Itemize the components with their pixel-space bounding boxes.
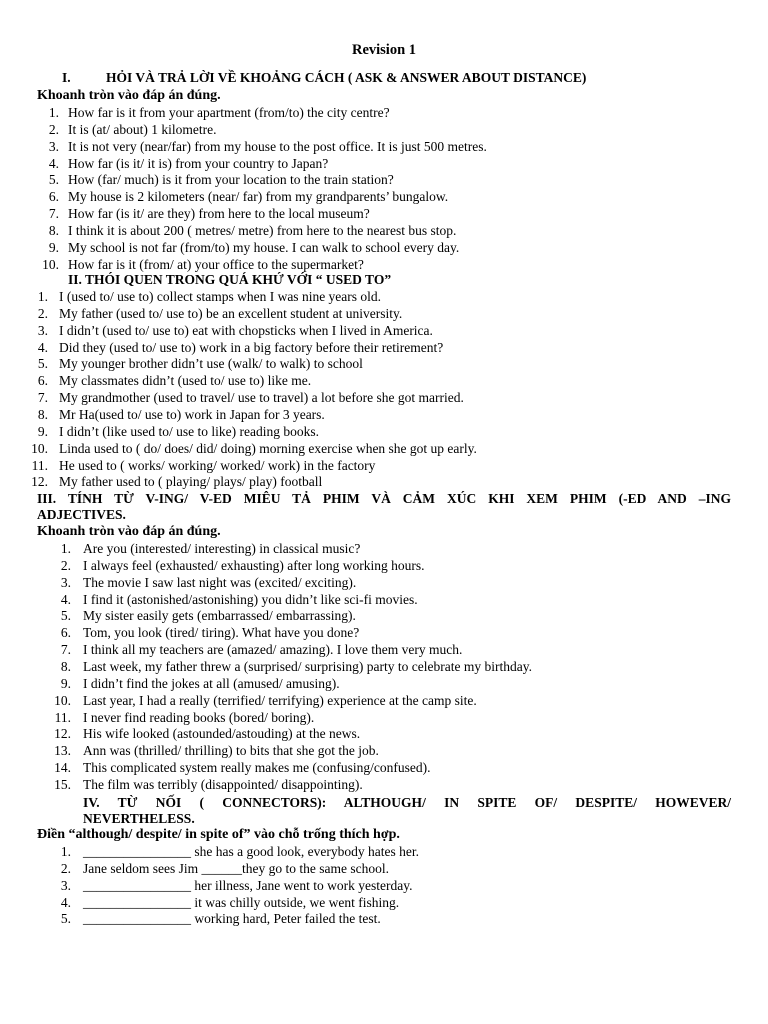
item-text: ________________ working hard, Peter failed the test. xyxy=(83,911,381,927)
item-text: My father (used to/ use to) be an excellent student at university. xyxy=(59,305,403,321)
item-text: He used to ( works/ working/ worked/ work) in the factory xyxy=(59,457,376,473)
item-number: 5. xyxy=(37,356,48,372)
section4-heading: IV. TỪ NỐI ( CONNECTORS): ALTHOUGH/ IN SPITE OF/ DESPITE/ HOWEVER/ xyxy=(83,795,731,810)
item-text: ________________ she has a good look, everybody hates her. xyxy=(83,844,419,859)
item-text: The film was terribly (disappointed/ disappointing). xyxy=(83,776,363,792)
item-number: 5. xyxy=(60,911,71,927)
document-title: Revision 1 xyxy=(351,42,417,58)
item-number: 5. xyxy=(60,608,71,624)
item-number: 5. xyxy=(48,172,59,188)
section1-instruction: Khoanh tròn vào đáp án đúng. xyxy=(37,88,221,103)
item-text: ________________ her illness, Jane went to work yesterday. xyxy=(83,877,413,893)
section3-instruction: Khoanh tròn vào đáp án đúng. xyxy=(37,524,221,539)
item-number: 8. xyxy=(60,658,71,674)
item-text: My father used to ( playing/ plays/ play) football xyxy=(59,474,323,490)
item-text: How far (is it/ it is) from your country to Japan? xyxy=(68,155,329,171)
item-text: Last week, my father threw a (surprised/ surprising) party to celebrate my birthday. xyxy=(83,658,532,674)
section4-instruction: Điền “although/ despite/ in spite of” vào chỗ trống thích hợp. xyxy=(37,827,400,842)
item-text: The movie I saw last night was (excited/ exciting). xyxy=(83,574,357,590)
item-number: 3. xyxy=(60,877,71,893)
item-number: 12. xyxy=(54,726,71,742)
item-number: 6. xyxy=(37,373,48,389)
item-text: It is (at/ about) 1 kilometre. xyxy=(68,121,217,137)
item-number: 1. xyxy=(37,289,48,304)
item-number: 6. xyxy=(48,189,59,205)
item-number: 3. xyxy=(37,322,48,338)
item-text: My classmates didn’t (used to/ use to) like me. xyxy=(59,373,312,389)
item-text: ________________ it was chilly outside, we went fishing. xyxy=(83,894,400,910)
item-text: How far is it from your apartment (from/to) the city centre? xyxy=(68,105,390,120)
item-text: Jane seldom sees Jim ______they go to the same school. xyxy=(83,860,389,876)
section1-numeral: I. xyxy=(62,70,71,85)
item-number: 2. xyxy=(37,305,48,321)
item-number: 7. xyxy=(48,206,59,222)
item-number: 12. xyxy=(31,474,48,490)
item-number: 10. xyxy=(54,692,71,708)
item-text: I think all my teachers are (amazed/ amazing). I love them very much. xyxy=(83,642,463,658)
section4-heading-cont: NEVERTHELESS. xyxy=(83,811,195,826)
item-number: 3. xyxy=(60,574,71,590)
item-number: 10. xyxy=(31,440,48,456)
item-number: 2. xyxy=(60,860,71,876)
item-text: My sister easily gets (embarrassed/ embarrassing). xyxy=(83,608,356,624)
item-number: 4. xyxy=(60,894,71,910)
item-text: His wife looked (astounded/astouding) at the news. xyxy=(83,726,361,742)
item-text: It is not very (near/far) from my house to the post office. It is just 500 metres. xyxy=(68,138,487,154)
item-text: I think it is about 200 ( metres/ metre) from here to the nearest bus stop. xyxy=(68,222,457,238)
item-number: 13. xyxy=(54,743,71,759)
item-text: Are you (interested/ interesting) in classical music? xyxy=(83,541,361,556)
item-text: I always feel (exhausted/ exhausting) after long working hours. xyxy=(83,557,425,573)
item-number: 2. xyxy=(48,121,59,137)
item-number: 9. xyxy=(37,423,48,439)
section2-heading: II. THÓI QUEN TRONG QUÁ KHỨ VỚI “ USED TO” xyxy=(68,272,392,287)
item-number: 4. xyxy=(37,339,48,355)
item-number: 6. xyxy=(60,625,71,641)
item-text: I didn’t (used to/ use to) eat with chopsticks when I lived in America. xyxy=(59,322,433,338)
item-text: Did they (used to/ use to) work in a big factory before their retirement? xyxy=(59,339,444,355)
item-text: Linda used to ( do/ does/ did/ doing) morning exercise when she got up early. xyxy=(59,440,477,456)
item-number: 1. xyxy=(60,541,71,556)
item-number: 8. xyxy=(48,222,59,238)
item-text: I (used to/ use to) collect stamps when I was nine years old. xyxy=(59,289,382,304)
item-text: How (far/ much) is it from your location to the train station? xyxy=(68,172,394,188)
item-number: 1. xyxy=(48,105,59,120)
item-text: How far is it (from/ at) your office to the supermarket? xyxy=(68,256,364,272)
item-text: My house is 2 kilometers (near/ far) from my grandparents’ bungalow. xyxy=(68,189,449,205)
item-text: I didn’t find the jokes at all (amused/ amusing). xyxy=(83,675,340,691)
item-text: I didn’t (like used to/ use to like) reading books. xyxy=(59,423,319,439)
item-text: My younger brother didn’t use (walk/ to walk) to school xyxy=(59,356,363,372)
item-text: Ann was (thrilled/ thrilling) to bits that she got the job. xyxy=(83,743,379,759)
item-number: 8. xyxy=(37,406,48,422)
section1-heading: HỎI VÀ TRẢ LỜI VỀ KHOẢNG CÁCH ( ASK & ANSWER ABOUT DISTANCE) xyxy=(106,70,587,85)
item-number: 10. xyxy=(42,256,59,272)
item-text: How far (is it/ are they) from here to the local museum? xyxy=(68,206,370,222)
item-number: 4. xyxy=(48,155,59,171)
item-number: 14. xyxy=(54,760,71,776)
item-number: 11. xyxy=(54,709,71,725)
section3-heading-cont: ADJECTIVES. xyxy=(37,507,126,522)
item-text: Mr Ha(used to/ use to) work in Japan for 3 years. xyxy=(59,406,325,422)
item-number: 7. xyxy=(37,390,48,406)
item-text: I never find reading books (bored/ boring). xyxy=(83,709,315,725)
item-text: I find it (astonished/astonishing) you didn’t like sci-fi movies. xyxy=(83,591,418,607)
item-number: 15. xyxy=(54,776,71,792)
item-text: Tom, you look (tired/ tiring). What have you done? xyxy=(83,625,360,641)
item-number: 2. xyxy=(60,557,71,573)
item-text: My grandmother (used to travel/ use to travel) a lot before she got married. xyxy=(59,390,464,406)
item-number: 9. xyxy=(60,675,71,691)
item-number: 11. xyxy=(31,457,48,473)
item-number: 3. xyxy=(48,138,59,154)
item-number: 7. xyxy=(60,642,71,658)
item-number: 4. xyxy=(60,591,71,607)
item-text: My school is not far (from/to) my house. I can walk to school every day. xyxy=(68,239,460,255)
item-text: Last year, I had a really (terrified/ terrifying) experience at the camp site. xyxy=(83,692,477,708)
item-number: 1. xyxy=(60,844,71,859)
section3-heading: III. TÍNH TỪ V-ING/ V-ED MIÊU TẢ PHIM VÀ CẢM XÚC KHI XEM PHIM (-ED AND –ING xyxy=(37,491,731,506)
item-number: 9. xyxy=(48,239,59,255)
item-text: This complicated system really makes me (confusing/confused). xyxy=(83,760,431,776)
